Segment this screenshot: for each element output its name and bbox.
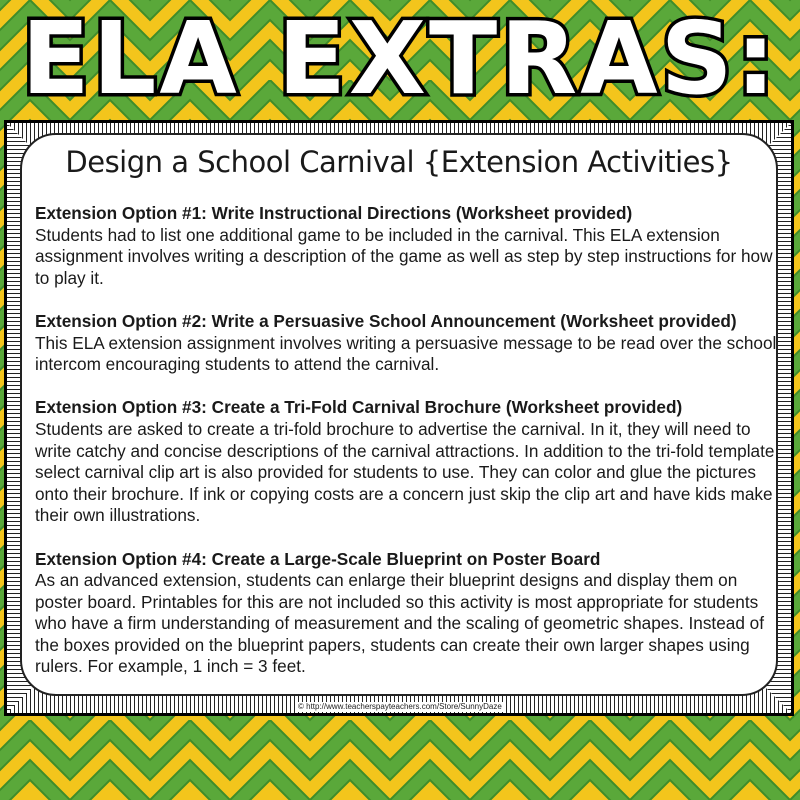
option-title: Extension Option #4: Create a Large-Scale Blueprint on Poster Board [35,548,601,569]
options-list [35,203,780,700]
option-title: Extension Option #2: Write a Persuasive School Announcement (Worksheet provided) [35,310,737,331]
option-description: As an advanced extension, students can enlarge their blueprint designs and display them on poster board. Printables for this are not included so this activity is most appropriate for students who have a firm understanding of measurement and the scaling of geometric shapes. Instead of the boxes provided on the blueprint papers, students can create their own larger shapes using rulers. For example, 1 inch = 3 feet. [35,570,764,677]
copyright-link[interactable]: © http://www.teacherspayteachers.com/Store/SunnyDaze [295,702,505,712]
option-title: Extension Option #3: Create a Tri-Fold Carnival Brochure (Worksheet provided) [35,397,683,418]
option-title: Extension Option #1: Write Instructional Directions (Worksheet provided) [35,203,633,223]
extension-option-1 [35,203,780,289]
card-heading: Design a School Carnival {Extension Activities} [65,145,733,179]
option-description: Students are asked to create a tri-fold brochure to advertise the carnival. In it, they will need to write catchy and concise descriptions of the carnival attractions. In addition to the tri-fold template, select carnival clip art is also provided for students to use. They can color and glue the pictures onto their brochure. If ink or copying costs are a concern just skip the clip art and have kids make their own illustrations. [35,418,780,526]
option-description: This ELA extension assignment involves writing a persuasive message to be read over the school intercom encouraging students to attend the carnival. [35,332,777,375]
option-description: Students had to list one additional game to be included in the carnival. This ELA extension assignment involves writing a description of the game as well as step by step instructions for how to play it. [35,224,773,288]
extension-option-4 [35,549,780,679]
extension-option-3 [35,397,780,527]
extension-option-2 [35,311,780,376]
banner-title: ELA EXTRAS: [21,0,779,117]
